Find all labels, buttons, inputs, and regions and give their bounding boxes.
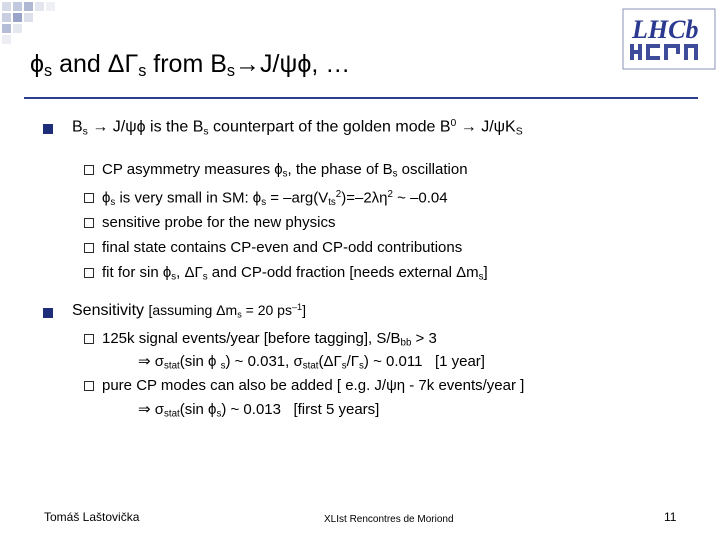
subbullet-marker [84, 193, 94, 203]
logo-text [631, 15, 698, 44]
lhcb-logo [622, 8, 716, 70]
footer-author: Tomáš Laštovička [44, 510, 140, 524]
slide-title [30, 50, 350, 81]
logo-wordmark: LHCb [632, 15, 699, 44]
bullet-2-sub-2: ⇒ $\sigma_{stat}(\sin$ ϕ $_s$) ~ 0.031, $\sigma_{stat}(\Delta\Gamma_s/\Gamma_s)$ ~ 0.011 [1 year] [138, 353, 485, 372]
bullet-2-sub-4: ⇒ $\sigma_{stat}(\sin$ $\phi_s$) ~ 0.013 [first 5 years] [138, 401, 380, 420]
subbullet-marker [84, 381, 94, 391]
corner-squares-decoration [0, 0, 60, 46]
title-rendered: $\phi_s$ and $\Delta\Gamma_s$ from $B_s\to J/\psi\phi$, … [30, 50, 351, 81]
subbullet-marker [84, 218, 94, 228]
subbullet-marker [84, 165, 94, 175]
bullet-1-sub-3: sensitive probe for the new physics [102, 214, 336, 231]
bullet-1-sub-1: CP asymmetry measures $\phi_s$, the phase of $B_s$ oscillation [102, 161, 468, 180]
bullet-marker [43, 308, 53, 318]
subbullet-marker [84, 243, 94, 253]
bullet-1-sub-5: fit for $\sin \phi_s$, $\Delta\Gamma_s$ and CP-odd fraction [needs external $\Delta m_s$] [102, 264, 488, 283]
title-divider [24, 97, 698, 99]
subbullet-marker [84, 334, 94, 344]
bullet-1-sub-2: $\phi_s$ is very small in SM: $\phi_s = -arg(V_{ts}^2)=-2\lambda\eta^2$ ~ –0.04 [102, 189, 448, 208]
bullet-marker [43, 124, 53, 134]
bullet-2-sub-3: pure CP modes can also be added [ e.g. J/ψη - 7k events/year ] [102, 377, 525, 394]
subbullet-marker [84, 268, 94, 278]
bullet-2-sub-1: 125k signal events/year [before tagging], $S/B_{bb} > 3$ [102, 330, 437, 349]
page-number: 11 [664, 510, 677, 524]
bullet-2-text: Sensitivity [assuming $\Delta m_s = 20$ $ps^{-1}$] [72, 302, 306, 320]
footer-conference: XLIst Rencontres de Moriond [324, 514, 454, 525]
bullet-1-text: $B_s \to J/\psi\phi$ is the $B_s$ counterpart of the golden mode $B^0 \to J/\psi K_S$ [72, 118, 523, 138]
bullet-1-sub-4: final state contains CP-even and CP-odd contributions [102, 239, 463, 256]
